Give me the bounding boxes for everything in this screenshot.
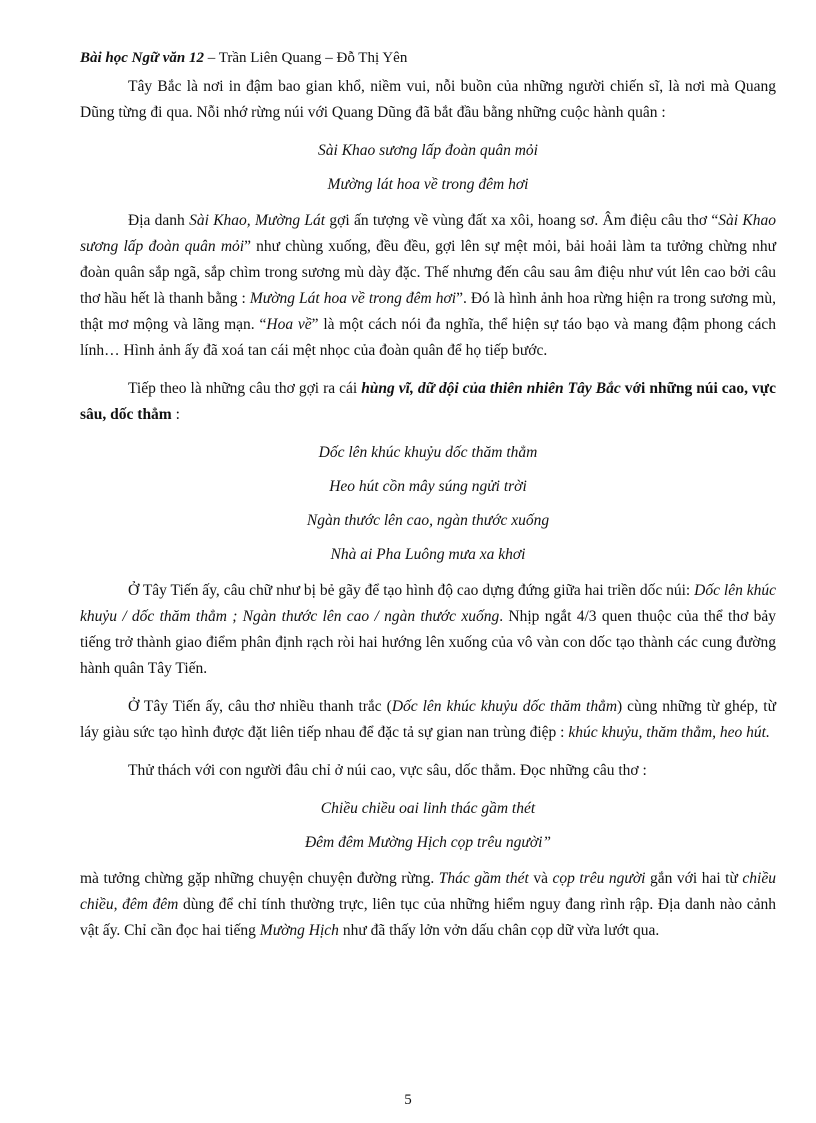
- text-run: Địa danh: [128, 212, 190, 229]
- book-title: Bài học Ngữ văn 12: [80, 50, 204, 66]
- text-run: Sài Khao, Mường Lát: [189, 212, 326, 229]
- paragraph-5: [80, 694, 776, 746]
- paragraph-3: [80, 376, 776, 428]
- paragraph-6: Thử thách với con người đâu chỉ ở núi cao, vực sâu, dốc thẳm. Đọc những câu thơ :: [128, 762, 647, 779]
- text-run: ” như chùng xuống, đều đều, gợi lên sự mệt mỏi, bải hoải làm ta tưởng chừng như đoàn quân sắp ngã, sắp chìm trong sương mù dày đặc. Thế nhưng đến câu sau âm điệu như vút lên cao bởi câu thơ hầu hết là thanh bằng :: [80, 238, 776, 307]
- verse-line: Mường lát hoa về trong đêm hơi: [327, 176, 529, 193]
- text-run: :: [171, 406, 180, 423]
- text-run: khúc khuỷu, thăm thẳm, heo hút.: [568, 724, 770, 741]
- text-run: ”. Đó là hình ảnh hoa rừng hiện ra trong sương mù, thật mơ mộng và lãng mạn. “: [80, 290, 776, 333]
- text-run: mà tưởng chừng gặp những chuyện chuyện đường rừng.: [80, 870, 439, 887]
- header-authors: – Trần Liên Quang – Đỗ Thị Yên: [204, 50, 408, 66]
- page-number: 5: [404, 1092, 412, 1108]
- paragraph-2: [80, 208, 776, 364]
- page-body: [80, 74, 776, 956]
- text-run: Thác gầm thét: [438, 870, 529, 887]
- paragraph-4: [80, 578, 776, 682]
- verse-line: Dốc lên khúc khuỷu dốc thăm thẳm: [318, 444, 538, 461]
- text-run: Mường Lát hoa về trong đêm hơi: [249, 290, 457, 307]
- text-run: ) cùng những từ ghép, từ láy giàu sức tạo hình được đặt liên tiếp nhau để đặc tả sự gian nan trùng điệp :: [80, 698, 776, 741]
- verse-block-1: [80, 138, 776, 198]
- text-run: với những núi cao, vực sâu, dốc thẳm: [80, 380, 776, 423]
- verse-line: Ngàn thước lên cao, ngàn thước xuống: [306, 512, 550, 529]
- verse-line: Sài Khao sương lấp đoàn quân mỏi: [318, 142, 538, 159]
- text-run: Hoa về: [266, 316, 312, 333]
- text-run: Ở Tây Tiến ấy, câu thơ nhiều thanh trắc (: [128, 698, 392, 715]
- verse-line: Heo hút cồn mây súng ngửi trời: [329, 478, 527, 495]
- text-run: Sài Khao sương lấp đoàn quân mỏi: [80, 212, 776, 255]
- text-run: hùng vĩ, dữ dội của thiên nhiên Tây Bắc: [361, 380, 621, 397]
- running-header: [80, 50, 407, 67]
- text-run: Ở Tây Tiến ấy, câu chữ như bị bẻ gãy để tạo hình độ cao dựng đứng giữa hai triền dốc núi:: [128, 582, 695, 599]
- text-run: Dốc lên khúc khuỷu / dốc thăm thẳm ; Ngàn thước lên cao / ngàn thước xuống: [80, 582, 776, 625]
- text-run: Dốc lên khúc khuỷu dốc thăm thẳm: [391, 698, 618, 715]
- text-run: như đã thấy lởn vởn dấu chân cọp dữ vừa lướt qua.: [338, 922, 660, 939]
- verse-line: Đêm đêm Mường Hịch cọp trêu người”: [304, 834, 552, 851]
- text-run: gợi ấn tượng về vùng đất xa xôi, hoang sơ. Âm điệu câu thơ “: [325, 212, 719, 229]
- text-run: Mường Hịch: [259, 922, 339, 939]
- text-run: . Nhịp ngắt 4/3 quen thuộc của thể thơ bảy tiếng trở thành giao điểm phân định rạch ròi hai hướng lên xuống của vô vàn con dốc tạo thành các cung đường hành quân Tây Tiến.: [80, 608, 776, 677]
- text-run: Tiếp theo là những câu thơ gợi ra cái: [128, 380, 362, 397]
- text-run: ” là một cách nói đa nghĩa, thể hiện sự táo bạo và mang đậm phong cách lính… Hình ảnh ấy đã xoá tan cái mệt nhọc của đoàn quân để họ tiếp bước.: [80, 316, 777, 359]
- text-run: chiều chiều, đêm đêm: [80, 870, 776, 913]
- text-run: cọp trêu người: [552, 870, 646, 887]
- verse-block-2: [80, 440, 776, 568]
- text-run: gắn với hai từ: [645, 870, 743, 887]
- verse-block-3: [80, 796, 776, 856]
- verse-line: Chiều chiều oai linh thác gầm thét: [320, 800, 536, 817]
- verse-line: Nhà ai Pha Luông mưa xa khơi: [330, 546, 526, 563]
- paragraph-7: [80, 866, 776, 944]
- paragraph-1: Tây Bắc là nơi in đậm bao gian khổ, niềm vui, nỗi buồn của những người chiến sĩ, là nơi mà Quang Dũng từng đi qua. Nỗi nhớ rừng núi với Quang Dũng đã bắt đầu bằng những cuộc hành quân :: [80, 78, 776, 121]
- text-run: và: [528, 870, 553, 887]
- text-run: dùng để chỉ tính thường trực, liên tục của những hiểm nguy đang rình rập. Địa danh nào cảnh vật ấy. Chỉ cần đọc hai tiếng: [80, 896, 776, 939]
